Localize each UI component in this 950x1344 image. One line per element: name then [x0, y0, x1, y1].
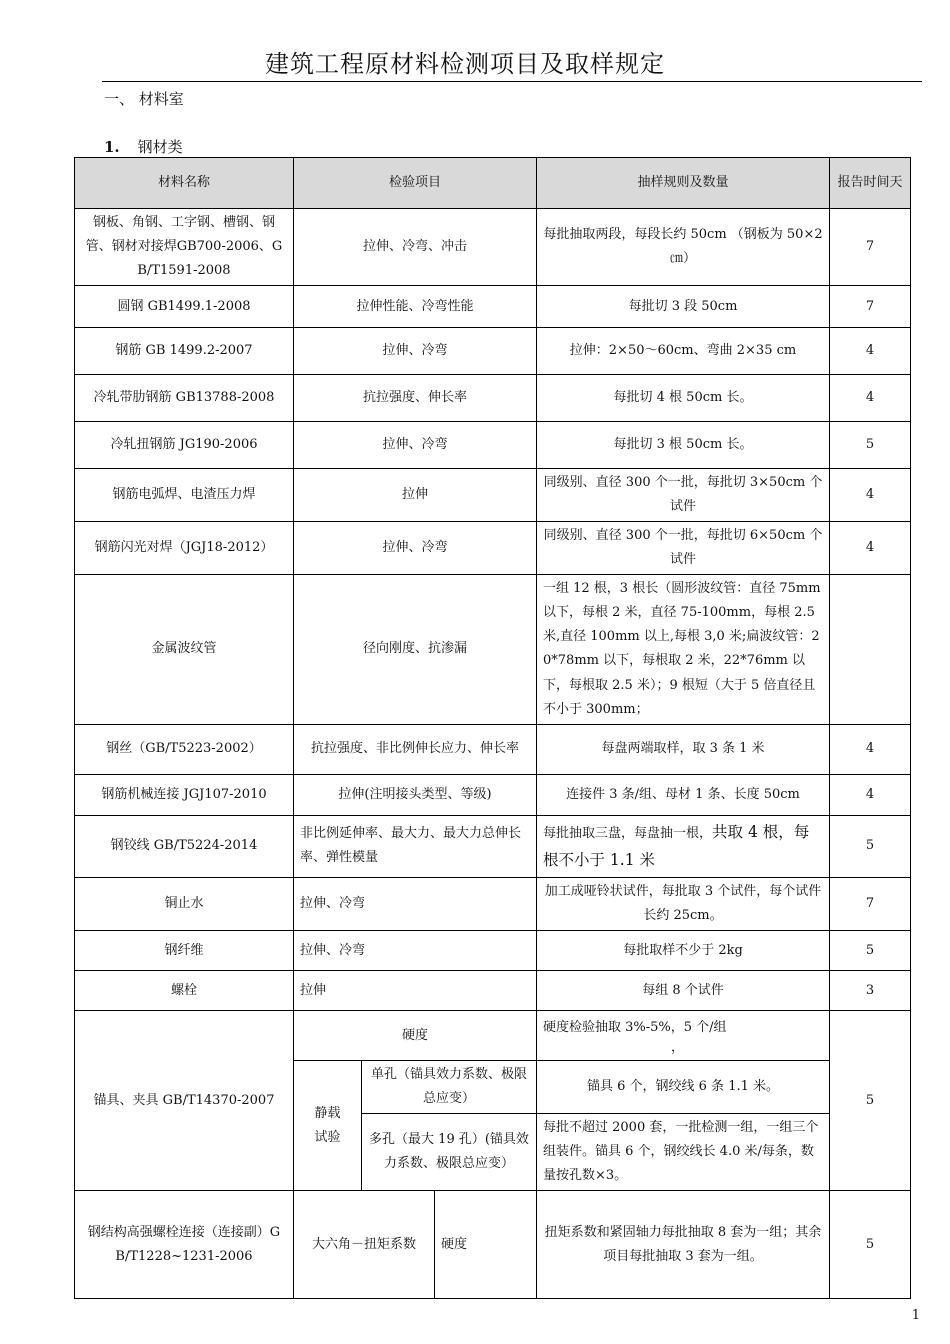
page-number: 1 — [911, 1308, 920, 1323]
sampling-rule: 每批不超过 2000 套，一批检测一组，一组三个组装件。锚具 6 个，钢绞线长 4.0 米/每条，数量按孔数×3。 — [537, 1114, 830, 1191]
report-days: 5 — [830, 422, 911, 469]
table-row — [75, 209, 911, 286]
subsection-heading — [104, 136, 183, 157]
report-days: 5 — [830, 1011, 911, 1191]
test-items: 非比例延伸率、最大力、最大力总伸长率、弹性模量 — [294, 815, 537, 877]
table-row — [75, 522, 911, 575]
report-days: 5 — [830, 815, 911, 877]
bolt-type: 大六角－扭矩系数 — [294, 1191, 435, 1299]
table-row — [75, 971, 911, 1011]
material-name: 钢铰线 GB/T5224-2014 — [75, 815, 294, 877]
sampling-rule: 同级别、直径 300 个一批，每批切 6×50cm 个试件 — [537, 522, 830, 575]
sampling-rule: 连接件 3 条/组、母材 1 条、长度 50cm — [537, 774, 830, 815]
material-name: 圆钢 GB1499.1-2008 — [75, 286, 294, 328]
sampling-rule-part: 每批抽取三盘，每盘抽一根， — [543, 825, 713, 841]
test-items: 拉伸、冷弯、冲击 — [294, 209, 537, 286]
header-material-name: 材料名称 — [75, 158, 294, 209]
header-test-items: 检验项目 — [294, 158, 537, 209]
sampling-rule-mark: ， — [671, 1039, 685, 1055]
report-days: 7 — [830, 286, 911, 328]
table-header-row — [75, 158, 911, 209]
title-rule — [102, 81, 922, 82]
test-items: 硬度 — [435, 1191, 537, 1299]
test-items: 硬度 — [294, 1011, 537, 1061]
sampling-rule-line: 硬度检验抽取 3%-5%，5 个/组 — [543, 1019, 727, 1035]
material-name: 钢筋闪光对焊（JGJ18-2012） — [75, 522, 294, 575]
sampling-rule: 每批抽取两段，每段长约 50cm （钢板为 50×2 ㎝） — [537, 209, 830, 286]
table-row — [75, 375, 911, 422]
sampling-rule: 每盘两端取样，取 3 条 1 米 — [537, 724, 830, 774]
report-days: 3 — [830, 971, 911, 1011]
test-items: 抗拉强度、非比例伸长应力、伸长率 — [294, 724, 537, 774]
report-days: 4 — [830, 469, 911, 522]
sampling-rule — [537, 815, 830, 877]
material-name: 金属波纹管 — [75, 575, 294, 724]
material-name: 螺栓 — [75, 971, 294, 1011]
test-items: 拉伸(注明接头类型、等级) — [294, 774, 537, 815]
header-report-days: 报告时间天 — [830, 158, 911, 209]
sampling-rule: 扭矩系数和紧固轴力每批抽取 8 套为一组；其余项目每批抽取 3 套为一组。 — [537, 1191, 830, 1299]
report-days: 4 — [830, 328, 911, 375]
sampling-rule: 每批切 4 根 50cm 长。 — [537, 375, 830, 422]
test-items: 单孔（锚具效力系数、极限总应变） — [362, 1061, 537, 1114]
test-items: 拉伸、冷弯 — [294, 422, 537, 469]
steel-materials-table — [74, 157, 911, 1299]
report-days — [830, 575, 911, 724]
test-items: 拉伸、冷弯 — [294, 931, 537, 971]
report-days: 7 — [830, 209, 911, 286]
table-row — [75, 286, 911, 328]
sampling-rule: 拉伸：2×50～60cm、弯曲 2×35 cm — [537, 328, 830, 375]
material-name: 钢丝（GB/T5223-2002） — [75, 724, 294, 774]
table-row — [75, 724, 911, 774]
sampling-rule: 每批切 3 段 50cm — [537, 286, 830, 328]
test-items: 拉伸、冷弯 — [294, 522, 537, 575]
table-row — [75, 774, 911, 815]
sampling-rule: 加工成哑铃状试件，每批取 3 个试件，每个试件长约 25cm。 — [537, 877, 830, 930]
test-items: 径向刚度、抗渗漏 — [294, 575, 537, 724]
table-row — [75, 1191, 911, 1299]
report-days: 7 — [830, 877, 911, 930]
document-title: 建筑工程原材料检测项目及取样规定 — [265, 50, 665, 78]
report-days: 4 — [830, 375, 911, 422]
test-items: 拉伸 — [294, 971, 537, 1011]
sampling-rule: 每批切 3 根 50cm 长。 — [537, 422, 830, 469]
sampling-rule — [537, 1011, 830, 1061]
static-load-test-label — [294, 1061, 362, 1191]
material-name: 钢筋 GB 1499.2-2007 — [75, 328, 294, 375]
material-name: 钢纤维 — [75, 931, 294, 971]
material-name: 钢结构高强螺栓连接（连接副）GB/T1228~1231-2006 — [75, 1191, 294, 1299]
subsection-number: 1. — [104, 138, 120, 156]
report-days: 4 — [830, 522, 911, 575]
material-name: 钢筋机械连接 JGJ107-2010 — [75, 774, 294, 815]
material-name: 钢板、角钢、工字钢、槽钢、钢管、钢材对接焊GB700-2006、GB/T1591-2008 — [75, 209, 294, 286]
table-row — [75, 575, 911, 724]
table-row — [75, 422, 911, 469]
table-row — [75, 877, 911, 930]
header-sampling-rule: 抽样规则及数量 — [537, 158, 830, 209]
material-name: 冷轧扭钢筋 JG190-2006 — [75, 422, 294, 469]
test-items: 拉伸 — [294, 469, 537, 522]
material-name: 铜止水 — [75, 877, 294, 930]
table-row — [75, 1011, 911, 1061]
table-row — [75, 469, 911, 522]
sampling-rule: 每批取样不少于 2kg — [537, 931, 830, 971]
report-days: 5 — [830, 931, 911, 971]
report-days: 4 — [830, 774, 911, 815]
material-name: 钢筋电弧焊、电渣压力焊 — [75, 469, 294, 522]
section-heading: 一、 材料室 — [104, 90, 184, 108]
test-items: 抗拉强度、伸长率 — [294, 375, 537, 422]
table-row — [75, 328, 911, 375]
sampling-rule: 锚具 6 个，钢绞线 6 条 1.1 米。 — [537, 1061, 830, 1114]
test-items: 多孔（最大 19 孔）(锚具效力系数、极限总应变） — [362, 1114, 537, 1191]
material-name: 冷轧带肋钢筋 GB13788-2008 — [75, 375, 294, 422]
sampling-rule: 同级别、直径 300 个一批，每批切 3×50cm 个试件 — [537, 469, 830, 522]
report-days: 5 — [830, 1191, 911, 1299]
table-row — [75, 815, 911, 877]
test-items: 拉伸、冷弯 — [294, 877, 537, 930]
material-name: 锚具、夹具 GB/T14370-2007 — [75, 1011, 294, 1191]
test-items: 拉伸性能、冷弯性能 — [294, 286, 537, 328]
sampling-rule: 一组 12 根，3 根长（圆形波纹管：直径 75mm 以下，每根 2 米，直径 75-100mm，每根 2.5 米,直径 100mm 以上,每根 3,0 米;扁波纹管：20*78mm 以下，每根取 2 米，22*76mm 以下，每根取 2.5 米）；9 根短（大于 5 倍直径且不小于 300mm； — [537, 575, 830, 724]
report-days: 4 — [830, 724, 911, 774]
subsection-label: 钢材类 — [137, 138, 183, 156]
test-items: 拉伸、冷弯 — [294, 328, 537, 375]
table-row — [75, 931, 911, 971]
sampling-rule: 每组 8 个试件 — [537, 971, 830, 1011]
sampling-rule-emphasis: 共取 4 根，每根不小于 1.1 米 — [543, 822, 810, 870]
static-load-test-text: 静载试验 — [314, 1105, 341, 1145]
